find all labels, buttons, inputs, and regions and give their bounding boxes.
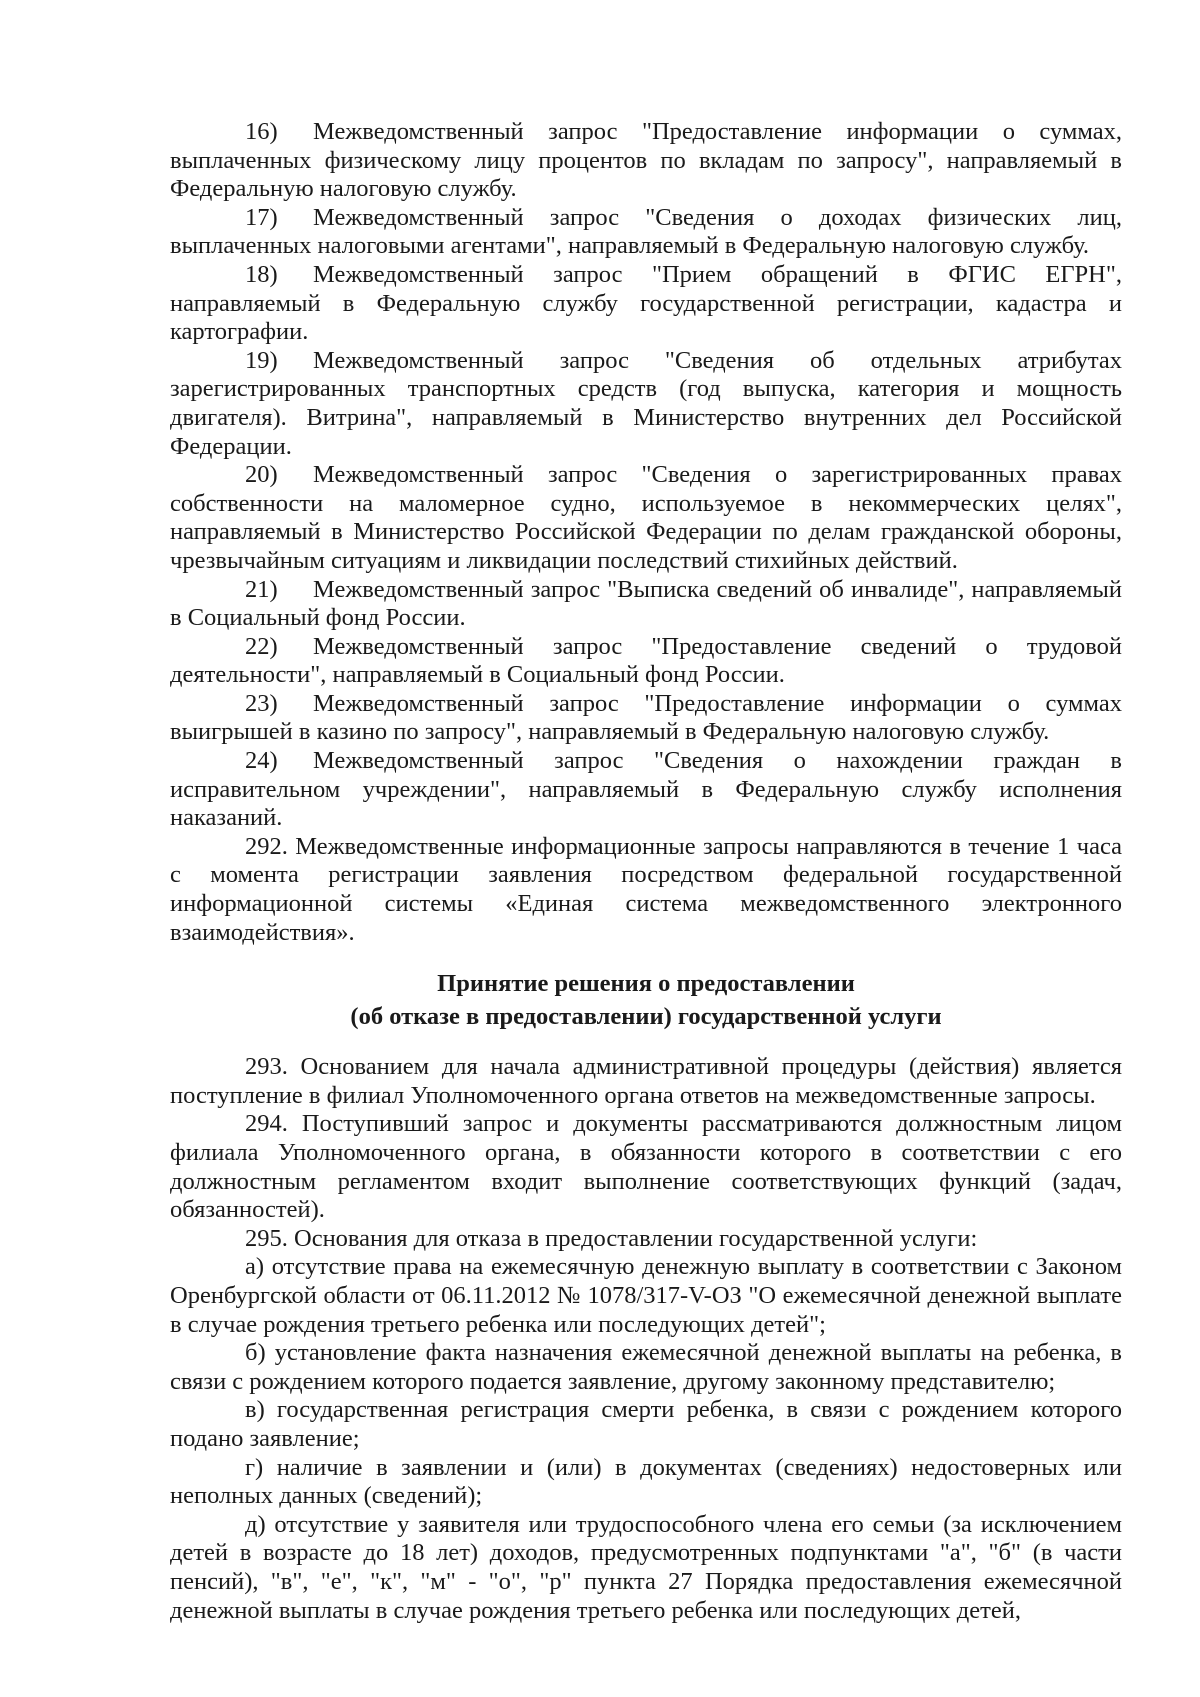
- list-item-19: [170, 347, 1122, 461]
- item-number: 22): [245, 632, 278, 660]
- document-page: [170, 118, 1122, 1625]
- subitem-g: г) наличие в заявлении и (или) в документах (сведениях) недостоверных или неполных данных (сведений);: [170, 1453, 1122, 1510]
- item-text: Межведомственный запрос "Сведения о нахождении граждан в исправительном учреждении", направляемый в Федеральную службу исполнения наказаний.: [170, 747, 1122, 832]
- item-number: 21): [245, 575, 278, 603]
- list-item-21: [170, 576, 1122, 633]
- list-item-24: [170, 747, 1122, 833]
- list-item-16: [170, 118, 1122, 204]
- item-text: Межведомственный запрос "Предоставление сведений о трудовой деятельности", направляемый в Социальный фонд России.: [170, 632, 1122, 689]
- item-text: Межведомственный запрос "Сведения об отдельных атрибутах зарегистрированных транспортных средств (год выпуска, категория и мощность двигателя). Витрина", направляемый в Министерство внутренних дел Российской Федерации.: [170, 346, 1122, 460]
- paragraph-292: 292. Межведомственные информационные запросы направляются в течение 1 часа с момента регистрации заявления посредством федеральной государственной информационной системы «Единая система межведомственного электронного взаимодействия».: [170, 832, 1122, 946]
- item-text: Межведомственный запрос "Прием обращений в ФГИС ЕГРН", направляемый в Федеральную службу государственной регистрации, кадастра и картографии.: [170, 260, 1122, 346]
- subitem-b: б) установление факта назначения ежемесячной денежной выплаты на ребенка, в связи с рождением которого подается заявление, другому законному представителю;: [170, 1339, 1122, 1395]
- item-number: 18): [245, 260, 278, 288]
- list-item-18: [170, 261, 1122, 347]
- item-number: 20): [245, 461, 278, 489]
- item-number: 19): [245, 346, 278, 374]
- heading-line-1: Принятие решения о предоставлении: [437, 970, 855, 998]
- subitem-v: в) государственная регистрация смерти ребенка, в связи с рождением которого подано заявление;: [170, 1396, 1122, 1452]
- list-item-20: [170, 461, 1122, 575]
- item-text: Межведомственный запрос "Сведения о доходах физических лиц, выплаченных налоговыми агентами", направляемый в Федеральную налоговую службу.: [170, 203, 1122, 260]
- list-item-17: [170, 204, 1122, 261]
- paragraph-293: 293. Основанием для начала административной процедуры (действия) является поступление в филиал Уполномоченного органа ответов на межведомственные запросы.: [170, 1053, 1122, 1109]
- subitem-a: а) отсутствие права на ежемесячную денежную выплату в соответствии с Законом Оренбургской области от 06.11.2012 № 1078/317-V-ОЗ "О ежемесячной денежной выплате в случае рождения третьего ребенка или последующих детей";: [170, 1253, 1122, 1338]
- paragraph-295: 295. Основания для отказа в предоставлении государственной услуги:: [245, 1224, 978, 1252]
- item-number: 23): [245, 689, 278, 717]
- item-number: 17): [245, 203, 278, 231]
- heading-line-2: (об отказе в предоставлении) государственной услуги: [350, 1003, 942, 1031]
- item-text: Межведомственный запрос "Сведения о зарегистрированных правах собственности на маломерное судно, используемое в некоммерческих целях", направляемый в Министерство Российской Федерации по делам гражданской обороны, чрезвычайным ситуациям и ликвидации последствий стихийных действий.: [170, 461, 1122, 574]
- subitem-d: д) отсутствие у заявителя или трудоспособного члена его семьи (за исключением детей в возрасте до 18 лет) доходов, предусмотренных подпунктами "а", "б" (в части пенсий), "в", "е", "к", "м" - "о", "р" пункта 27 Порядка предоставления ежемесячной денежной выплаты в случае рождения третьего ребенка или последующих детей,: [170, 1510, 1122, 1624]
- item-text: Межведомственный запрос "Предоставление информации о суммах выигрышей в казино по запросу", направляемый в Федеральную налоговую службу.: [170, 689, 1122, 746]
- item-number: 16): [245, 118, 278, 145]
- paragraph-294: 294. Поступивший запрос и документы рассматриваются должностным лицом филиала Уполномоченного органа, в обязанности которого в соответствии с его должностным регламентом входит выполнение соответствующих функций (задач, обязанностей).: [170, 1110, 1122, 1224]
- item-text: Межведомственный запрос "Предоставление информации о суммах, выплаченных физическому лицу процентов по вкладам по запросу", направляемый в Федеральную налоговую службу.: [170, 118, 1122, 203]
- list-item-22: [170, 633, 1122, 690]
- item-text: Межведомственный запрос "Выписка сведений об инвалиде", направляемый в Социальный фонд России.: [170, 575, 1122, 632]
- section-heading: [170, 967, 1122, 1033]
- item-number: 24): [245, 747, 278, 775]
- list-item-23: [170, 690, 1122, 747]
